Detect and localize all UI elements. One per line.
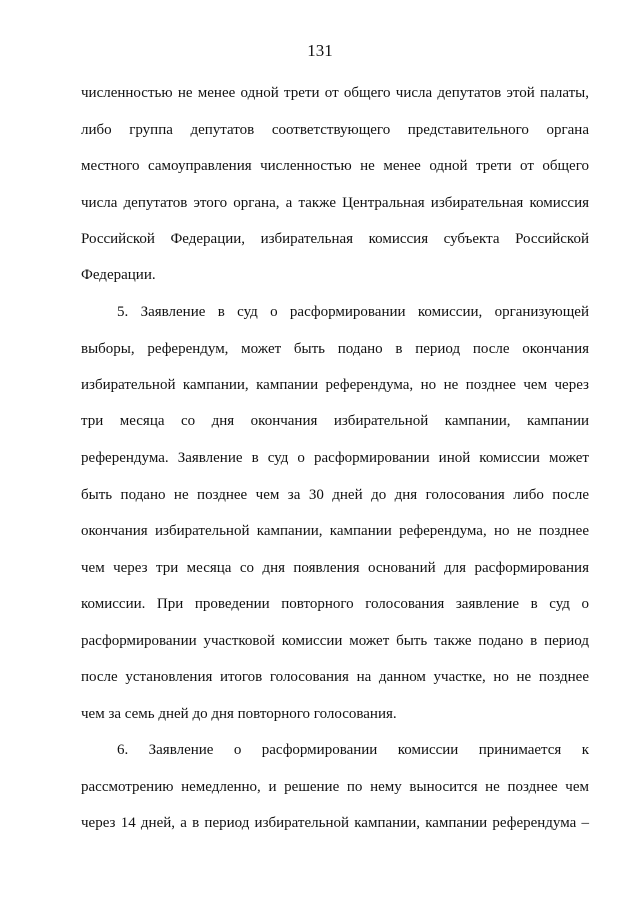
text-line: местного самоуправления численностью не менее одной трети от общего [81, 158, 589, 174]
text-line: Российской Федерации, избирательная комиссия субъекта Российской [81, 231, 589, 247]
text-line: референдума. Заявление в суд о расформировании иной комиссии может [81, 450, 589, 466]
text-line: выборы, референдум, может быть подано в период после окончания [81, 341, 589, 357]
text-line: либо группа депутатов соответствующего представительного органа [81, 122, 589, 138]
text-line: после установления итогов голосования на данном участке, но не позднее [81, 669, 589, 685]
paragraph-6-first-line: 6. Заявление о расформировании комиссии принимается к [117, 742, 589, 758]
page-number: 131 [307, 41, 333, 60]
text-line: расформировании участковой комиссии может быть также подано в период [81, 633, 589, 649]
text-line: комиссии. При проведении повторного голосования заявление в суд о [81, 596, 589, 612]
text-line: чем за семь дней до дня повторного голосования. [81, 706, 397, 722]
text-line: числа депутатов этого органа, а также Центральная избирательная комиссия [81, 195, 589, 211]
text-line: численностью не менее одной трети от общего числа депутатов этой палаты, [81, 85, 589, 101]
text-line: чем через три месяца со дня появления оснований для расформирования [81, 560, 589, 576]
paragraph-5-first-line: 5. Заявление в суд о расформировании комиссии, организующей [117, 304, 589, 320]
text-line: избирательной кампании, кампании референдума, но не позднее чем через [81, 377, 589, 393]
text-line: через 14 дней, а в период избирательной кампании, кампании референдума – [81, 815, 589, 831]
text-line: быть подано не позднее чем за 30 дней до дня голосования либо после [81, 487, 589, 503]
text-line: Федерации. [81, 267, 156, 283]
text-line: окончания избирательной кампании, кампании референдума, но не позднее [81, 523, 589, 539]
text-line: три месяца со дня окончания избирательной кампании, кампании [81, 413, 589, 429]
text-line: рассмотрению немедленно, и решение по нему выносится не позднее чем [81, 779, 589, 795]
